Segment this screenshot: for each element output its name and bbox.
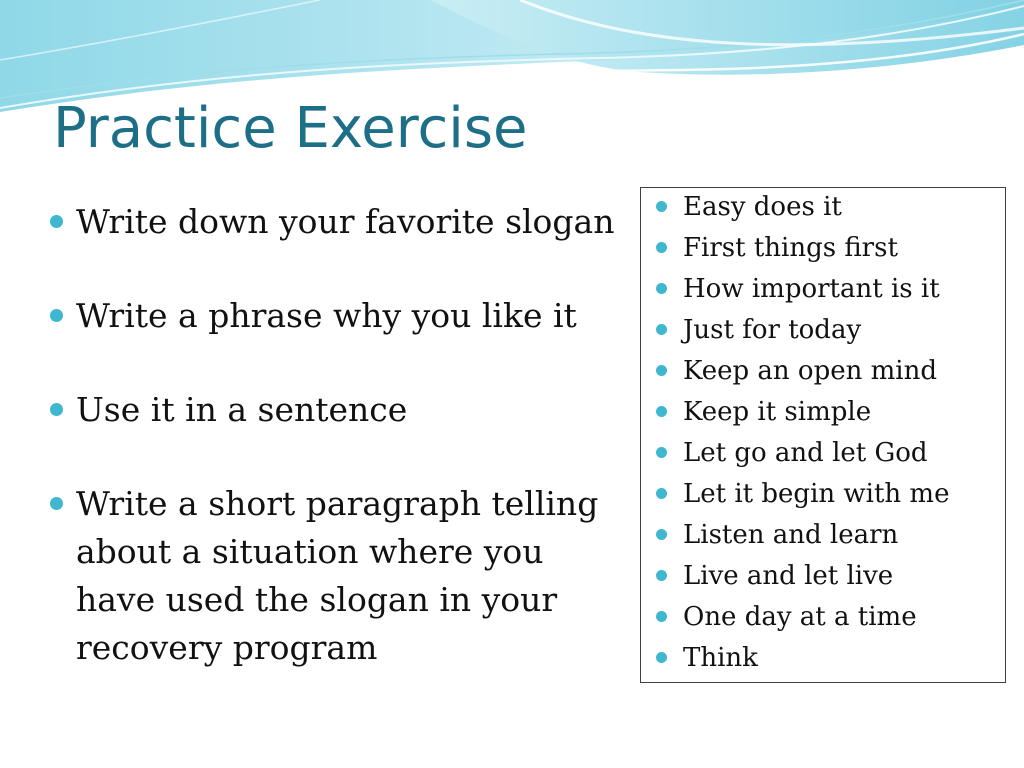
bullet-icon [656,488,667,499]
slogan-item [654,228,949,269]
list-item-text: Write a phrase why you like it [76,296,577,335]
slogan-text: Keep it simple [683,397,872,427]
slogan-text: How important is it [683,274,940,304]
slogan-item [654,515,949,556]
bullet-icon [656,365,667,376]
slogan-item [654,638,949,679]
slogan-text: Easy does it [683,192,842,222]
slogan-text: Let go and let God [683,438,928,468]
slogan-item [654,351,949,392]
slogan-item [654,433,949,474]
slogan-item [654,187,949,228]
bullet-icon [656,324,667,335]
bullet-icon [50,497,63,510]
slogan-text: Let it begin with me [683,479,950,509]
bullet-icon [656,242,667,253]
list-item [48,198,628,246]
bullet-icon [656,652,667,663]
bullet-icon [656,406,667,417]
bullet-icon [656,447,667,458]
slogan-text: One day at a time [683,602,917,632]
slogan-item [654,474,949,515]
slogan-item [654,310,949,351]
list-item-text: Write a short paragraph telling about a situation where you have used the slogan in your recovery program [76,484,599,667]
slogan-text: Think [683,643,758,673]
bullet-icon [656,570,667,581]
slogan-item [654,269,949,310]
bullet-icon [656,611,667,622]
slogan-list-box [640,187,1006,683]
slogan-item [654,392,949,433]
list-item [48,386,628,434]
bullet-icon [656,201,667,212]
bullet-icon [50,309,63,322]
bullet-icon [50,215,63,228]
slogan-text: Just for today [683,315,862,345]
bullet-icon [656,529,667,540]
list-item-text: Use it in a sentence [76,390,408,429]
slogan-text: First things first [683,233,898,263]
slogan-item [654,597,949,638]
bullet-icon [50,403,63,416]
bullet-icon [656,283,667,294]
list-item-text: Write down your favorite slogan [76,202,615,241]
slogan-list [654,187,949,679]
list-item [48,480,628,672]
slogan-text: Live and let live [683,561,894,591]
exercise-bullet-list [48,198,628,672]
slide-title: Practice Exercise [53,96,528,161]
list-item [48,292,628,340]
slogan-item [654,556,949,597]
slogan-text: Keep an open mind [683,356,937,386]
slogan-text: Listen and learn [683,520,899,550]
